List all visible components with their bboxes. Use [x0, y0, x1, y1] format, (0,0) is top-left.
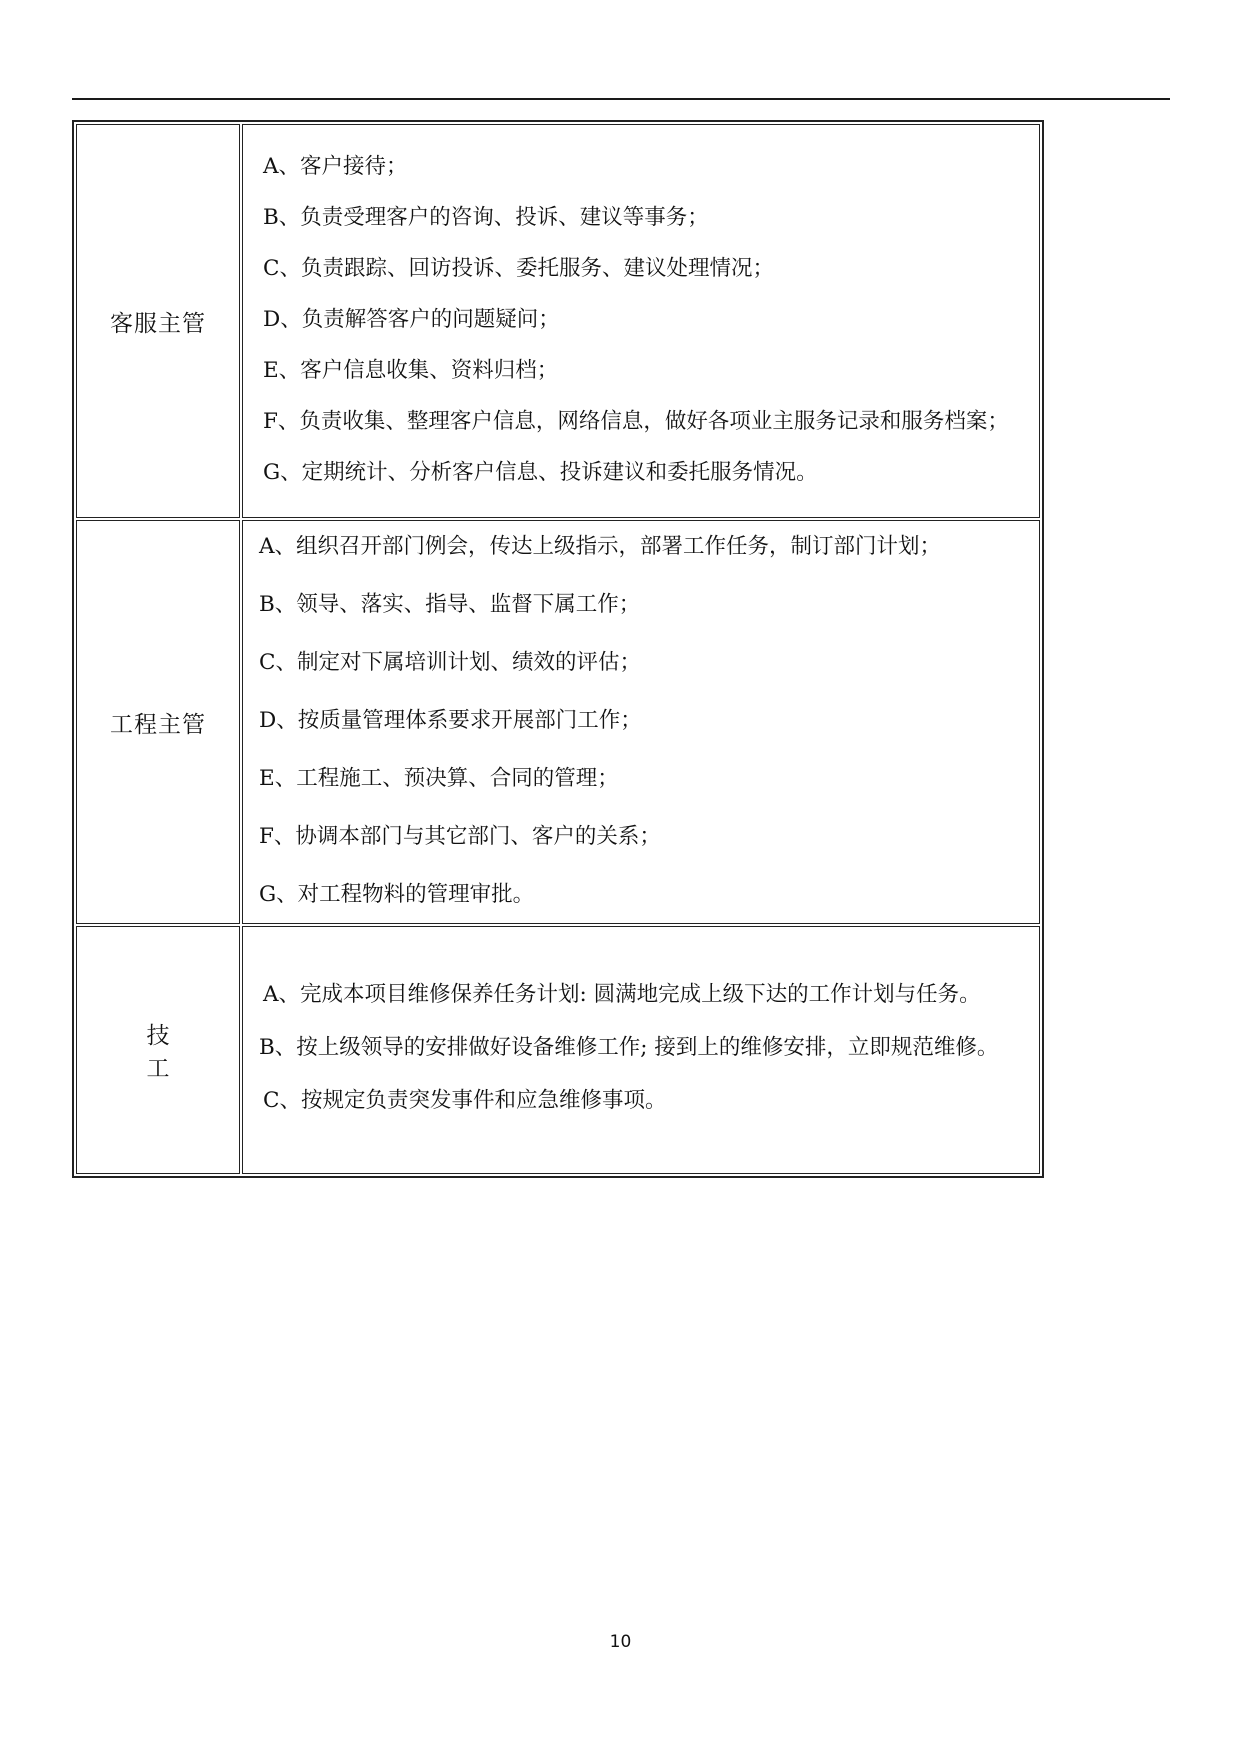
duty-item: G、对工程物料的管理审批。	[259, 881, 535, 907]
header-rule	[72, 98, 1170, 100]
duties-cell	[242, 520, 1040, 924]
duty-item: A、组织召开部门例会，传达上级指示，部署工作任务，制订部门计划；	[259, 533, 942, 559]
duty-item: E、工程施工、预决算、合同的管理；	[259, 765, 619, 791]
duty-item: B、负责受理客户的咨询、投诉、建议等事务；	[263, 204, 709, 230]
duty-item: C、制定对下属培训计划、绩效的评估；	[259, 649, 641, 675]
page-number: 10	[609, 1632, 632, 1652]
duty-item: B、按上级领导的安排做好设备维修工作; 接到上的维修安排，立即规范维修。	[259, 1034, 999, 1060]
duty-item: A、客户接待；	[263, 153, 408, 179]
duty-item: F、协调本部门与其它部门、客户的关系；	[259, 823, 661, 849]
duty-table	[72, 120, 1044, 1178]
duty-list	[243, 523, 1039, 922]
table-row	[76, 124, 1040, 518]
role-title: 客服主管	[76, 124, 240, 518]
table-row	[76, 926, 1040, 1174]
duty-item: C、按规定负责突发事件和应急维修事项。	[263, 1087, 667, 1113]
role-title: 工程主管	[76, 520, 240, 924]
duty-item: B、领导、落实、指导、监督下属工作；	[259, 591, 641, 617]
duty-item: D、负责解答客户的问题疑问；	[263, 306, 560, 332]
duty-item: F、负责收集、整理客户信息，网络信息，做好各项业主服务记录和服务档案；	[263, 408, 1009, 434]
table-row	[76, 520, 1040, 924]
duty-item: A、完成本项目维修保养任务计划: 圆满地完成上级下达的工作计划与任务。	[263, 981, 981, 1007]
duties-cell	[242, 926, 1040, 1174]
duties-cell	[242, 124, 1040, 518]
duty-list	[243, 149, 1039, 494]
duty-item: D、按质量管理体系要求开展部门工作；	[259, 707, 642, 733]
role-title: 技 工	[76, 926, 240, 1174]
duty-item: E、客户信息收集、资料归档；	[263, 357, 559, 383]
duty-item: G、定期统计、分析客户信息、投诉建议和委托服务情况。	[263, 459, 818, 485]
duty-item: C、负责跟踪、回访投诉、委托服务、建议处理情况；	[263, 255, 774, 281]
duty-list	[243, 973, 1039, 1128]
